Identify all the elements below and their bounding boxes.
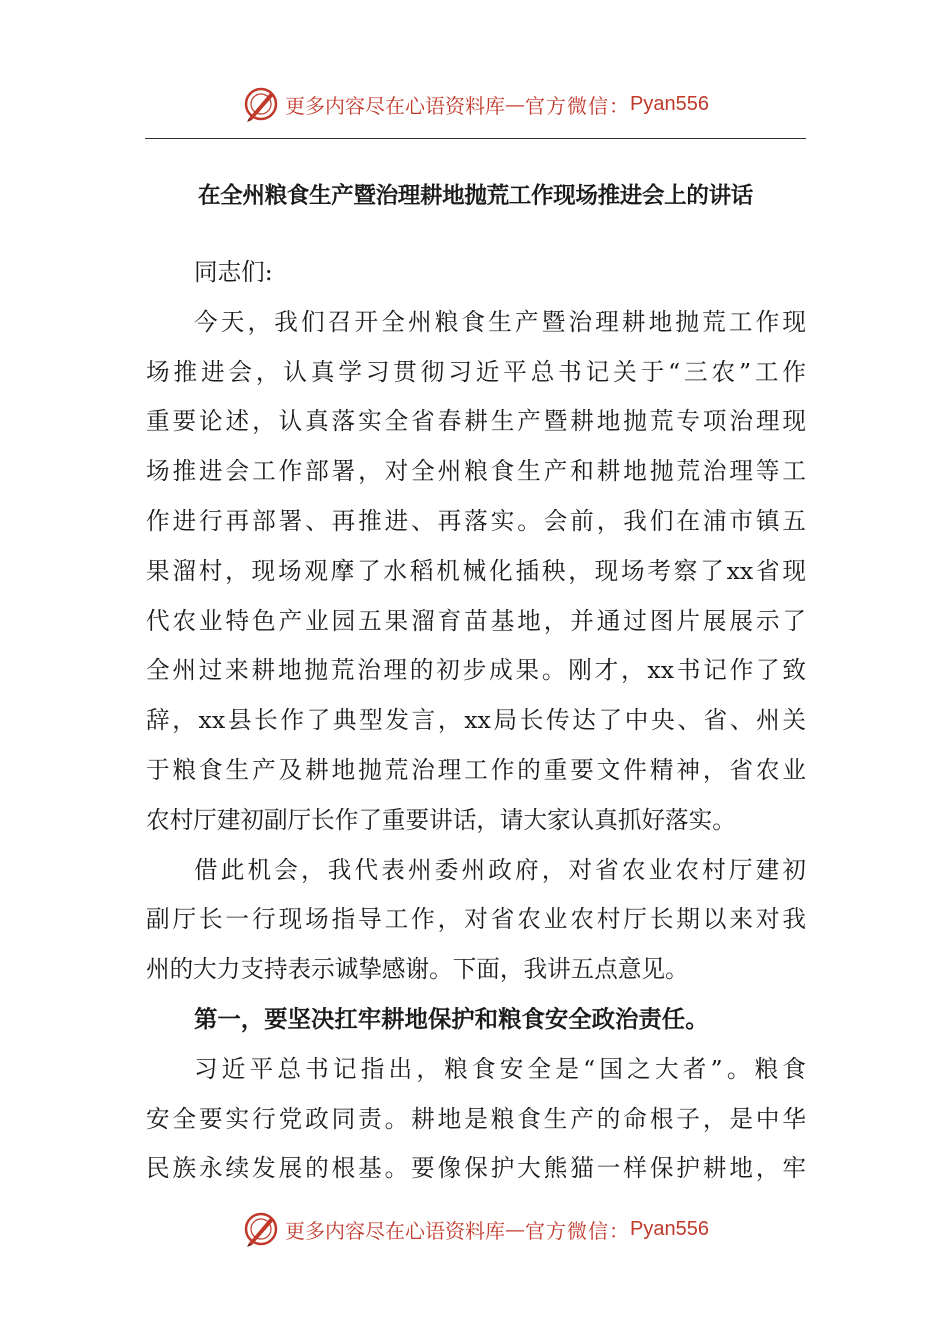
footer-watermark-banner <box>0 1209 950 1249</box>
body-line: 民族永续发展的根基。要像保护大熊猫一样保护耕地，牢 <box>146 1154 806 1183</box>
document-body <box>146 248 806 1194</box>
banner-separator: — <box>505 1217 526 1241</box>
body-line: 副厅长一行现场指导工作，对省农业农村厅长期以来对我 <box>146 905 806 934</box>
body-line: 安全要实行党政同责。耕地是粮食生产的命根子，是中华 <box>146 1104 806 1133</box>
body-line: 重要论述，认真落实全省春耕生产暨耕地抛荒专项治理现 <box>146 407 806 436</box>
body-line: 州的大力支持表示诚挚感谢。下面，我讲五点意见。 <box>146 955 689 984</box>
banner-brand-text: 更多内容尽在心语资料库 <box>285 93 506 118</box>
header-watermark-banner <box>0 84 950 124</box>
body-line: 全州过来耕地抛荒治理的初步成果。刚才，xx书记作了致 <box>146 656 806 685</box>
salutation-line: 同志们: <box>194 258 273 286</box>
body-line: 场推进会工作部署，对全州粮食生产和耕地抛荒治理等工 <box>146 457 806 486</box>
pen-circle-logo-icon <box>241 1209 281 1249</box>
header-divider <box>145 138 806 139</box>
body-line: 借此机会，我代表州委州政府，对省农业农村厅建初 <box>194 855 806 884</box>
body-line: 于粮食生产及耕地抛荒治理工作的重要文件精神，省农业 <box>146 755 806 784</box>
body-line: 习近平总书记指出，粮食安全是“国之大者”。粮食 <box>194 1054 806 1083</box>
section-heading: 第一，要坚决扛牢耕地保护和粮食安全政治责任。 <box>194 1004 709 1033</box>
body-line: 作进行再部署、再推进、再落实。会前，我们在浦市镇五 <box>146 506 806 535</box>
banner-brand-text: 更多内容尽在心语资料库 <box>285 1218 506 1243</box>
body-line: 果溜村，现场观摩了水稻机械化插秧，现场考察了xx省现 <box>146 556 806 585</box>
pen-circle-logo-icon <box>241 84 281 124</box>
banner-wechat-id: Pyan556 <box>630 1217 709 1240</box>
banner-wechat-id: Pyan556 <box>630 92 709 115</box>
body-line: 辞，xx县长作了典型发言，xx局长传达了中央、省、州关 <box>146 706 806 735</box>
document-title: 在全州粮食生产暨治理耕地抛荒工作现场推进会上的讲话 <box>197 183 753 209</box>
body-line: 代农业特色产业园五果溜育苗基地，并通过图片展展示了 <box>146 606 806 635</box>
body-line: 农村厅建初副厅长作了重要讲话，请大家认真抓好落实。 <box>146 805 736 834</box>
banner-separator: — <box>505 92 526 116</box>
body-line: 场推进会，认真学习贯彻习近平总书记关于“三农”工作 <box>146 357 806 386</box>
body-line: 今天，我们召开全州粮食生产暨治理耕地抛荒工作现 <box>194 307 806 336</box>
banner-wechat-label: 官方微信： <box>525 93 631 118</box>
banner-wechat-label: 官方微信： <box>525 1218 631 1243</box>
